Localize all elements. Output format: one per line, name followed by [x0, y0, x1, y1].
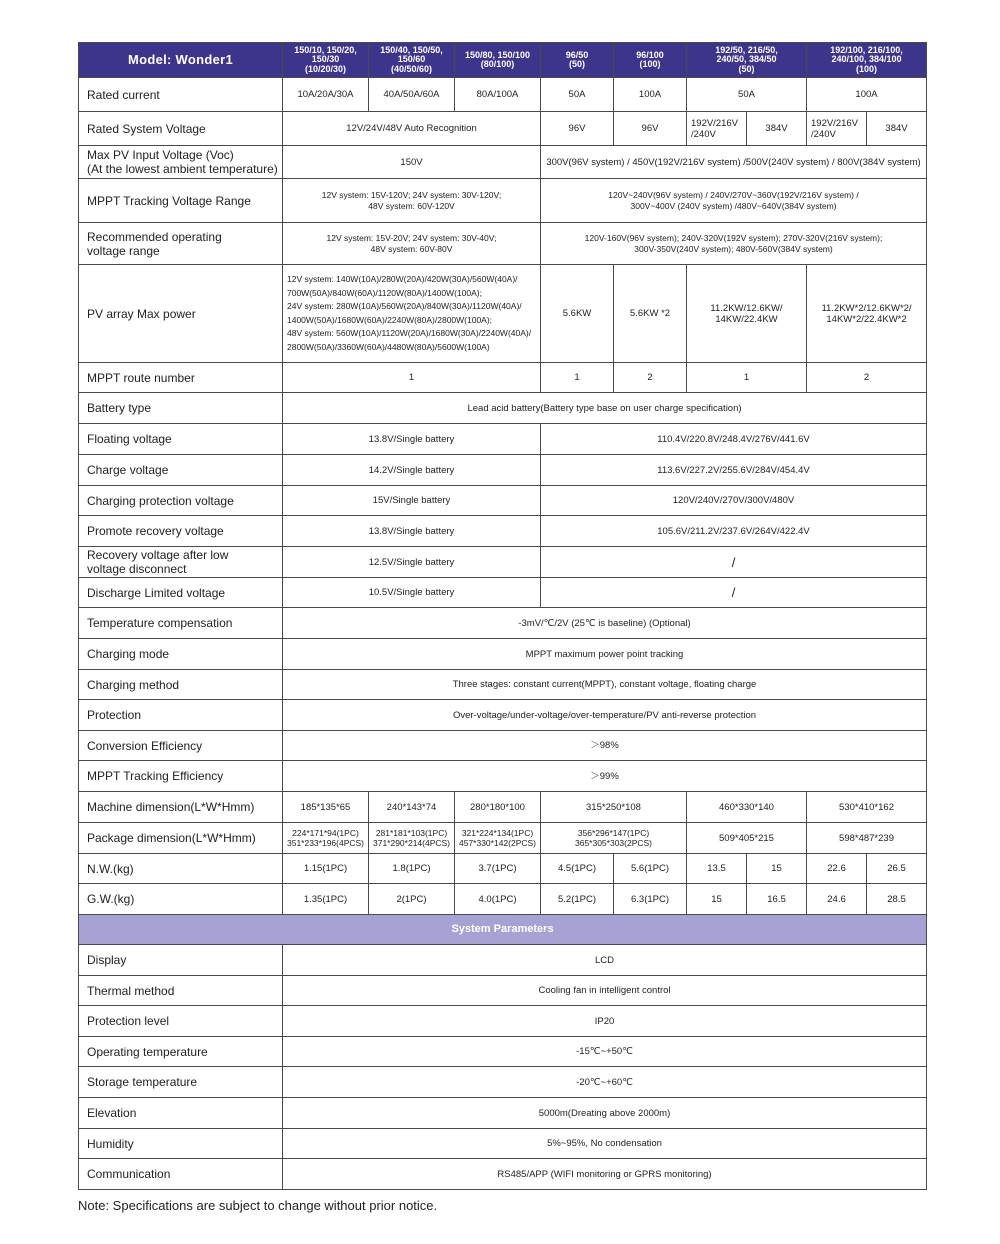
table-row [79, 393, 927, 424]
table-row [79, 639, 927, 670]
cell: 12V system: 140W(10A)/280W(20A)/420W(30A)/560W(40A)/ 700W(50A)/840W(60A)/1120W(80A)/1400W(100A); 24V system: 280W(10A)/560W(20A)/840W(30A)/1120W(40A)/ 1400W(50A)/1680W(60A)/2240W(80A)/2800W(100A); 48V system: 560W(10A)/1120W(20A)/1680W(30A)/2240W(40A)/ 2800W(50A)/3360W(60A)/4480W(80A)/5600W(100A) [283, 265, 541, 363]
cell: / [541, 547, 927, 578]
row-label: Elevation [79, 1098, 283, 1129]
cell: 26.5 [867, 854, 927, 884]
row-label: Protection level [79, 1006, 283, 1037]
row-label: Temperature compensation [79, 608, 283, 639]
cell: 5.6(1PC) [614, 854, 687, 884]
row-label: Machine dimension(L*W*Hmm) [79, 792, 283, 823]
cell: 6.3(1PC) [614, 884, 687, 915]
table-row [79, 516, 927, 547]
table-row [79, 455, 927, 486]
cell: 15 [747, 854, 807, 884]
cell: 2(1PC) [369, 884, 455, 915]
cell: 50A [687, 78, 807, 112]
cell: 280*180*100 [455, 792, 541, 823]
cell: 10.5V/Single battery [283, 578, 541, 608]
row-label: Humidity [79, 1129, 283, 1159]
cell: Lead acid battery(Battery type base on user charge specification) [283, 393, 927, 424]
row-label: Discharge Limited voltage [79, 578, 283, 608]
cell: 105.6V/211.2V/237.6V/264V/422.4V [541, 516, 927, 547]
cell: 384V [867, 112, 927, 146]
cell: 4.0(1PC) [455, 884, 541, 915]
table-row [79, 945, 927, 976]
cell: 24.6 [807, 884, 867, 915]
table-row [79, 223, 927, 265]
cell: Cooling fan in intelligent control [283, 976, 927, 1006]
table-row [79, 486, 927, 516]
cell: 224*171*94(1PC) 351*233*196(4PCS) [283, 823, 369, 854]
row-label: Charging mode [79, 639, 283, 670]
table-row [79, 1159, 927, 1190]
cell: / [541, 578, 927, 608]
row-label: Recovery voltage after low voltage disconnect [79, 547, 283, 578]
col-header: 150/80, 150/100 (80/100) [455, 43, 541, 78]
cell: 22.6 [807, 854, 867, 884]
cell: 113.6V/227.2V/255.6V/284V/454.4V [541, 455, 927, 486]
cell: 1 [541, 363, 614, 393]
table-row [79, 547, 927, 578]
row-label: Display [79, 945, 283, 976]
table-row [79, 179, 927, 223]
table-row [79, 1098, 927, 1129]
table-row [79, 731, 927, 761]
cell: 2 [807, 363, 927, 393]
cell: 192V/216V /240V [807, 112, 867, 146]
cell: 100A [614, 78, 687, 112]
cell: 5000m(Dreating above 2000m) [283, 1098, 927, 1129]
row-label: Storage temperature [79, 1067, 283, 1098]
cell: 5.6KW *2 [614, 265, 687, 363]
row-label: Max PV Input Voltage (Voc) (At the lowest ambient temperature) [79, 146, 283, 179]
cell: 1.35(1PC) [283, 884, 369, 915]
cell: 96V [614, 112, 687, 146]
cell: 12V system: 15V-20V; 24V system: 30V-40V; 48V system: 60V-80V [283, 223, 541, 265]
row-label: Rated current [79, 78, 283, 112]
table-row [79, 424, 927, 455]
row-label: Recommended operating voltage range [79, 223, 283, 265]
table-row [79, 78, 927, 112]
row-label: Charging method [79, 670, 283, 700]
cell: -15℃~+50℃ [283, 1037, 927, 1067]
cell: ＞98% [283, 731, 927, 761]
row-label: MPPT route number [79, 363, 283, 393]
row-label: Package dimension(L*W*Hmm) [79, 823, 283, 854]
table-row [79, 854, 927, 884]
cell: 384V [747, 112, 807, 146]
cell: 150V [283, 146, 541, 179]
table-row [79, 1067, 927, 1098]
cell: 15 [687, 884, 747, 915]
row-label: Charging protection voltage [79, 486, 283, 516]
table-row [79, 700, 927, 731]
cell: 321*224*134(1PC) 457*330*142(2PCS) [455, 823, 541, 854]
col-header: 96/50 (50) [541, 43, 614, 78]
cell: 281*181*103(1PC) 371*290*214(4PCS) [369, 823, 455, 854]
cell: 1.15(1PC) [283, 854, 369, 884]
cell: IP20 [283, 1006, 927, 1037]
table-row [79, 608, 927, 639]
cell: -20℃~+60℃ [283, 1067, 927, 1098]
cell: 185*135*65 [283, 792, 369, 823]
table-row [79, 884, 927, 915]
cell: ＞99% [283, 761, 927, 792]
row-label: Charge voltage [79, 455, 283, 486]
cell: 16.5 [747, 884, 807, 915]
row-label: Floating voltage [79, 424, 283, 455]
cell: 3.7(1PC) [455, 854, 541, 884]
cell: 28.5 [867, 884, 927, 915]
cell: 40A/50A/60A [369, 78, 455, 112]
cell: 14.2V/Single battery [283, 455, 541, 486]
row-label: Conversion Efficiency [79, 731, 283, 761]
row-label: G.W.(kg) [79, 884, 283, 915]
cell: 96V [541, 112, 614, 146]
cell: 4.5(1PC) [541, 854, 614, 884]
row-label: PV array Max power [79, 265, 283, 363]
table-row [79, 792, 927, 823]
row-label: Thermal method [79, 976, 283, 1006]
table-row [79, 578, 927, 608]
cell: Over-voltage/under-voltage/over-temperature/PV anti-reverse protection [283, 700, 927, 731]
row-label: Protection [79, 700, 283, 731]
cell: -3mV/℃/2V (25℃ is baseline) (Optional) [283, 608, 927, 639]
col-header: 96/100 (100) [614, 43, 687, 78]
col-header: 192/50, 216/50, 240/50, 384/50 (50) [687, 43, 807, 78]
cell: 315*250*108 [541, 792, 687, 823]
cell: 240*143*74 [369, 792, 455, 823]
cell: 509*405*215 [687, 823, 807, 854]
table-row [79, 1037, 927, 1067]
cell: 356*296*147(1PC) 365*305*303(2PCS) [541, 823, 687, 854]
cell: Three stages: constant current(MPPT), constant voltage, floating charge [283, 670, 927, 700]
cell: 1.8(1PC) [369, 854, 455, 884]
section-header-row [79, 915, 927, 945]
row-label: Promote recovery voltage [79, 516, 283, 547]
cell: 11.2KW/12.6KW/ 14KW/22.4KW [687, 265, 807, 363]
cell: 11.2KW*2/12.6KW*2/ 14KW*2/22.4KW*2 [807, 265, 927, 363]
footnote: Note: Specifications are subject to change without prior notice. [78, 1198, 438, 1213]
cell: 1 [687, 363, 807, 393]
header-row [79, 43, 927, 78]
cell: 1 [283, 363, 541, 393]
row-label: MPPT Tracking Voltage Range [79, 179, 283, 223]
table-row [79, 265, 927, 363]
cell: 13.8V/Single battery [283, 516, 541, 547]
row-label: Rated System Voltage [79, 112, 283, 146]
table-row [79, 146, 927, 179]
col-header: 150/40, 150/50, 150/60 (40/50/60) [369, 43, 455, 78]
col-header: 192/100, 216/100, 240/100, 384/100 (100) [807, 43, 927, 78]
cell: 192V/216V /240V [687, 112, 747, 146]
col-header: 150/10, 150/20, 150/30 (10/20/30) [283, 43, 369, 78]
table-row [79, 761, 927, 792]
cell: 5.2(1PC) [541, 884, 614, 915]
cell: MPPT maximum power point tracking [283, 639, 927, 670]
cell: 80A/100A [455, 78, 541, 112]
section-title: System Parameters [79, 915, 927, 945]
cell: 15V/Single battery [283, 486, 541, 516]
cell: 10A/20A/30A [283, 78, 369, 112]
cell: 5.6KW [541, 265, 614, 363]
table-row [79, 823, 927, 854]
table-row [79, 1006, 927, 1037]
cell: 110.4V/220.8V/248.4V/276V/441.6V [541, 424, 927, 455]
row-label: N.W.(kg) [79, 854, 283, 884]
cell: 598*487*239 [807, 823, 927, 854]
cell: 100A [807, 78, 927, 112]
cell: 460*330*140 [687, 792, 807, 823]
row-label: Communication [79, 1159, 283, 1190]
table-row [79, 976, 927, 1006]
table-row [79, 112, 927, 146]
cell: 50A [541, 78, 614, 112]
table-row [79, 1129, 927, 1159]
cell: 530*410*162 [807, 792, 927, 823]
model-header: Model: Wonder1 [79, 43, 283, 78]
cell: LCD [283, 945, 927, 976]
cell: 2 [614, 363, 687, 393]
table-row [79, 363, 927, 393]
row-label: MPPT Tracking Efficiency [79, 761, 283, 792]
cell: 12V/24V/48V Auto Recognition [283, 112, 541, 146]
cell: 13.5 [687, 854, 747, 884]
row-label: Battery type [79, 393, 283, 424]
cell: 120V-160V(96V system); 240V-320V(192V system); 270V-320V(216V system); 300V-350V(240V system); 480V-560V(384V system) [541, 223, 927, 265]
cell: 120V~240V(96V system) / 240V/270V~360V(192V/216V system) / 300V~400V (240V system) /480V~640V(384V system) [541, 179, 927, 223]
table-row [79, 670, 927, 700]
row-label: Operating temperature [79, 1037, 283, 1067]
cell: 12V system: 15V-120V; 24V system: 30V-120V; 48V system: 60V-120V [283, 179, 541, 223]
cell: 13.8V/Single battery [283, 424, 541, 455]
cell: 5%~95%, No condensation [283, 1129, 927, 1159]
cell: 120V/240V/270V/300V/480V [541, 486, 927, 516]
cell: RS485/APP (WIFI monitoring or GPRS monitoring) [283, 1159, 927, 1190]
cell: 300V(96V system) / 450V(192V/216V system) /500V(240V system) / 800V(384V system) [541, 146, 927, 179]
spec-table [78, 42, 927, 1190]
cell: 12.5V/Single battery [283, 547, 541, 578]
